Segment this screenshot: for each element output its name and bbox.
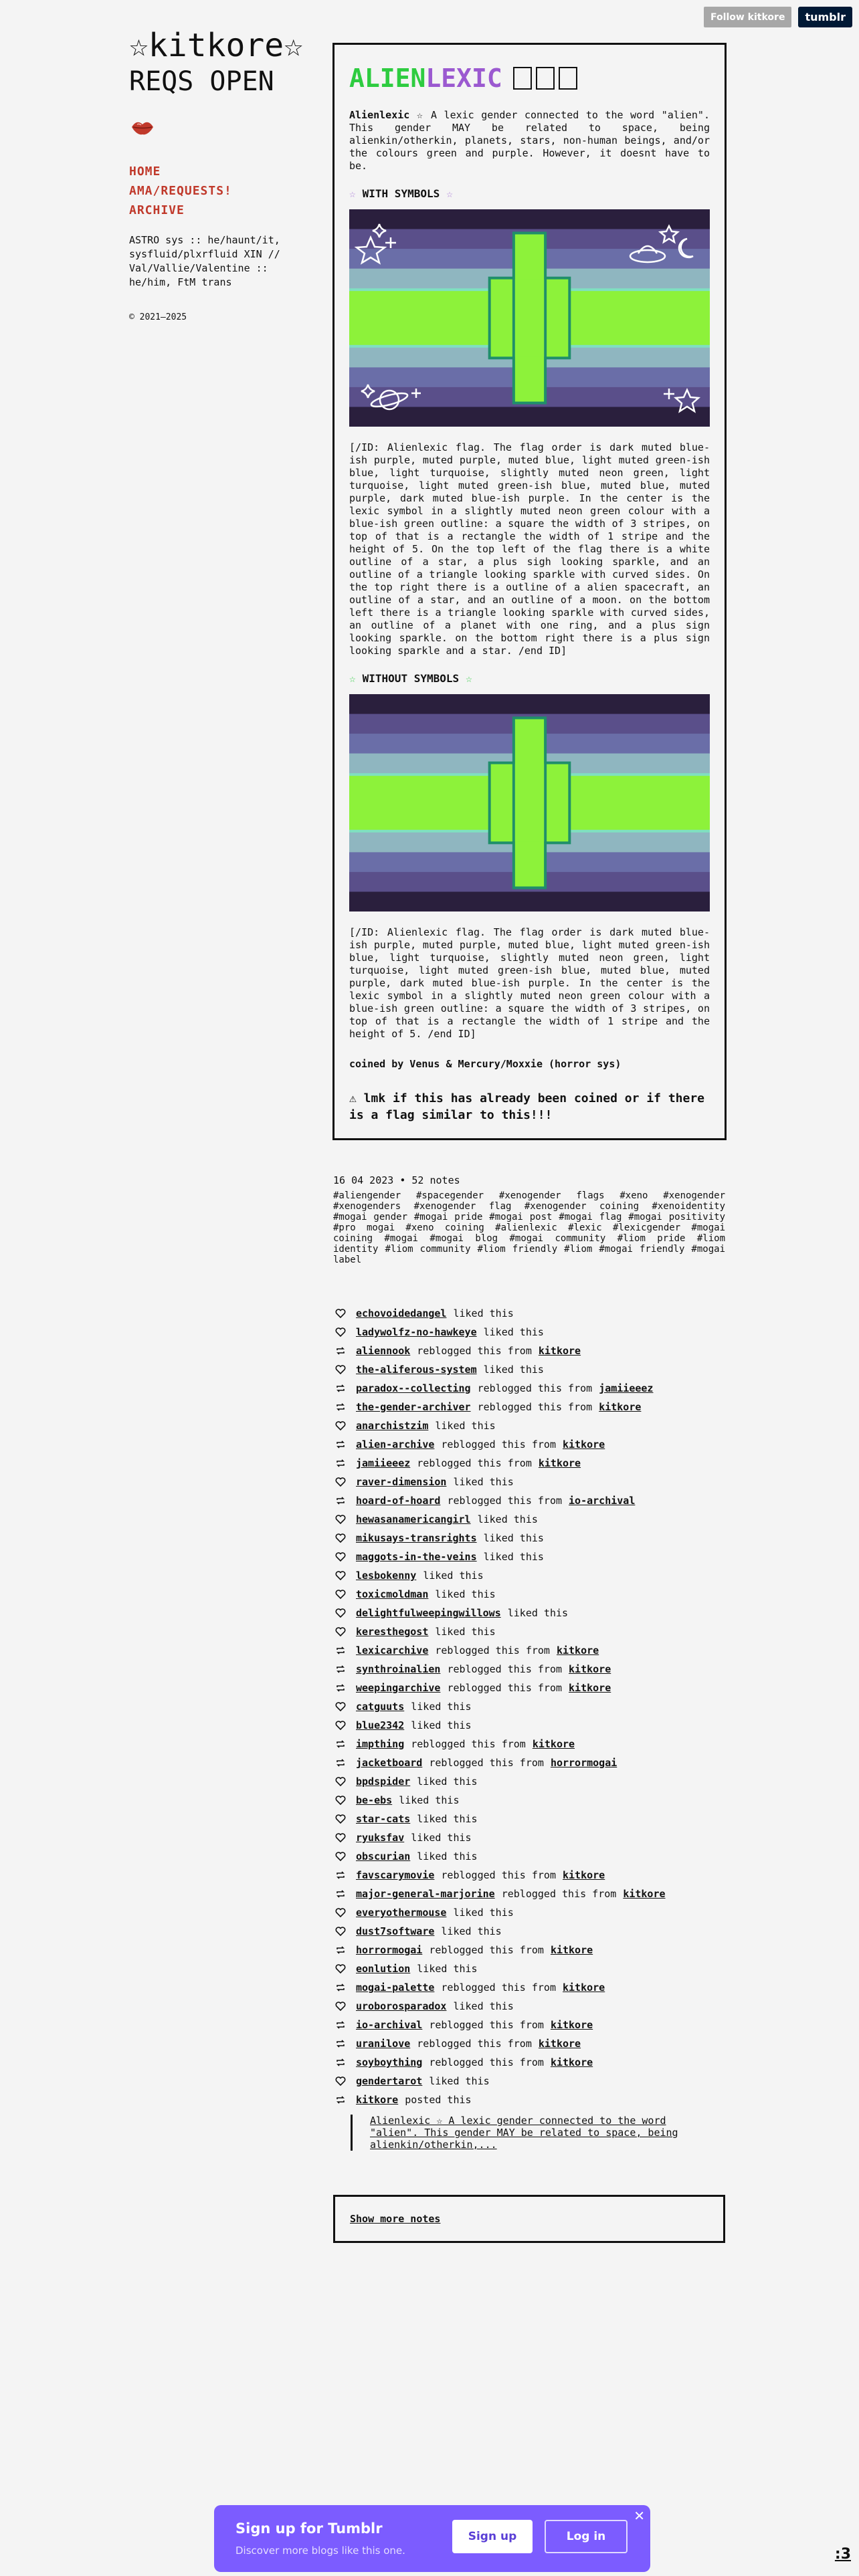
- note-source-username[interactable]: jamiieeez: [599, 1382, 654, 1394]
- post-title: [349, 62, 710, 94]
- note-item: [335, 1604, 729, 1622]
- note-source-username[interactable]: io-archival: [569, 1495, 636, 1507]
- heart-icon: [335, 1719, 347, 1731]
- note-username[interactable]: the-aliferous-system: [356, 1364, 477, 1376]
- note-item: [335, 1585, 729, 1604]
- note-username[interactable]: lesbokenny: [356, 1570, 417, 1582]
- note-action: liked this: [417, 1776, 478, 1788]
- note-item: [335, 1903, 729, 1922]
- note-username[interactable]: keresthegost: [356, 1626, 429, 1638]
- heart-icon: [335, 1364, 347, 1376]
- lexic-symbol-fill: [515, 764, 544, 842]
- note-username[interactable]: ryuksfav: [356, 1832, 405, 1844]
- heart-icon: [335, 1626, 347, 1638]
- note-item: [335, 1679, 729, 1697]
- post-title-green: ALIEN: [349, 64, 426, 93]
- note-username[interactable]: mogai-palette: [356, 1981, 435, 1994]
- note-username[interactable]: favscarymovie: [356, 1869, 435, 1881]
- heart-icon: [335, 1813, 347, 1825]
- heart-icon: [335, 1570, 347, 1582]
- note-item: [335, 1435, 729, 1454]
- heart-icon: [335, 1476, 347, 1488]
- note-item: [335, 1847, 729, 1866]
- signup-title: Sign up for Tumblr: [235, 2520, 383, 2537]
- note-username[interactable]: uranilove: [356, 2038, 411, 2050]
- signup-button[interactable]: Sign up: [452, 2520, 533, 2553]
- note-username[interactable]: everyothermouse: [356, 1907, 447, 1919]
- note-item: [335, 2090, 729, 2109]
- note-item: [335, 1622, 729, 1641]
- signup-subtitle: Discover more blogs like this one.: [235, 2545, 405, 2557]
- note-source-username[interactable]: kitkore: [556, 1644, 599, 1656]
- reblog-icon: [335, 1457, 347, 1469]
- follow-button[interactable]: Follow kitkore: [704, 7, 791, 27]
- note-username[interactable]: mikusays-transrights: [356, 1532, 477, 1544]
- login-button[interactable]: Log in: [545, 2520, 628, 2553]
- note-username[interactable]: weepingarchive: [356, 1682, 441, 1694]
- show-more-notes-button[interactable]: Show more notes: [333, 2195, 725, 2243]
- note-username[interactable]: the-gender-archiver: [356, 1401, 471, 1413]
- note-item: [335, 1510, 729, 1529]
- flag-stripe: [349, 694, 710, 714]
- heart-icon: [335, 1588, 347, 1600]
- note-item: [335, 1772, 729, 1791]
- heart-icon: [335, 1907, 347, 1919]
- close-icon[interactable]: ✕: [634, 2508, 645, 2524]
- lexic-symbol-fill: [515, 280, 544, 357]
- note-source-username[interactable]: kitkore: [538, 2038, 581, 2050]
- heart-icon: [335, 1551, 347, 1563]
- note-username[interactable]: be-ebs: [356, 1794, 393, 1806]
- heart-icon: [335, 1326, 347, 1338]
- note-item: [335, 1323, 729, 1341]
- note-action: reblogged this from: [441, 1981, 556, 1994]
- note-username[interactable]: aliennook: [356, 1345, 411, 1357]
- note-item: [335, 1716, 729, 1735]
- post-intro-bold: Alienlexic: [349, 109, 410, 121]
- heart-icon: [335, 1513, 347, 1525]
- heart-icon: [335, 1776, 347, 1788]
- heart-icon: [335, 1307, 347, 1319]
- note-action: liked this: [411, 1701, 472, 1713]
- note-action: liked this: [477, 1513, 538, 1525]
- note-username[interactable]: io-archival: [356, 2019, 423, 2031]
- flag-with-symbols[interactable]: [349, 209, 710, 427]
- note-action: liked this: [411, 1832, 472, 1844]
- reblog-icon: [335, 1981, 347, 1994]
- note-item: [335, 1810, 729, 1828]
- tumblr-logo-button[interactable]: tumblr: [798, 7, 852, 27]
- section-without-symbols-label: WITHOUT SYMBOLS: [362, 672, 460, 685]
- note-item: [335, 1997, 729, 2016]
- reblog-icon: [335, 1644, 347, 1656]
- note-item: [335, 1828, 729, 1847]
- coined-credit: coined by Venus & Mercury/Moxxie (horror sys): [349, 1058, 622, 1070]
- reblog-icon: [335, 1345, 347, 1357]
- note-item: [335, 2016, 729, 2034]
- note-action: liked this: [507, 1607, 569, 1619]
- image-description-2: [/ID: Alienlexic flag. The flag order is dark muted blue-ish purple, muted purple, muted blue, light muted green-ish blue, light turquoise, slightly muted neon green, light turquoise, light muted green-ish blue, muted blue, muted purple, dark muted blue-ish purple. In the center is the lexic symbol in a slightly muted neon green colour with a blue-ish green outline: a square the width of 3 stripes, on top of that is a rectangle the width of 1 stripe and the height of 5. /end ID]: [349, 926, 710, 1040]
- notes-list: [335, 1304, 729, 2151]
- note-username[interactable]: ladywolfz-no-hawkeye: [356, 1326, 477, 1338]
- note-item: [335, 2053, 729, 2072]
- heart-icon: [335, 1532, 347, 1544]
- flag-stripe: [349, 209, 710, 229]
- heart-icon: [335, 2075, 347, 2087]
- note-action: liked this: [453, 1307, 514, 1319]
- note-item: [335, 1304, 729, 1323]
- smiley-link[interactable]: :3: [834, 2546, 851, 2563]
- note-action: liked this: [435, 1588, 496, 1600]
- note-username[interactable]: uroborosparadox: [356, 2000, 447, 2012]
- note-username[interactable]: bpdspider: [356, 1776, 411, 1788]
- blog-title[interactable]: ☆kitkore☆: [129, 27, 304, 64]
- signup-banner: [214, 2505, 650, 2572]
- reblog-icon: [335, 2019, 347, 2031]
- note-username[interactable]: lexicarchive: [356, 1644, 429, 1656]
- reblog-icon: [335, 2038, 347, 2050]
- copyright: © 2021–2025: [129, 312, 187, 322]
- note-action: liked this: [429, 2075, 490, 2087]
- star-icon: ☆: [349, 672, 356, 685]
- star-icon: ☆: [349, 187, 356, 200]
- reblog-icon: [335, 1888, 347, 1900]
- section-with-symbols-label: WITH SYMBOLS: [362, 187, 440, 200]
- nav-archive[interactable]: ARCHIVE: [129, 203, 185, 217]
- note-action: reblogged this from: [447, 1495, 563, 1507]
- post-date-notes[interactable]: 16 04 2023 • 52 notes: [333, 1174, 460, 1186]
- note-action: reblogged this from: [411, 1738, 526, 1750]
- sidebar: [129, 27, 310, 322]
- note-item: [335, 1454, 729, 1473]
- note-username[interactable]: alien-archive: [356, 1438, 435, 1451]
- reblog-icon: [335, 2056, 347, 2068]
- reblog-icon: [335, 1682, 347, 1694]
- image-description-1: [/ID: Alienlexic flag. The flag order is dark muted blue-ish purple, muted purple, muted blue, light muted green-ish blue, light turquoise, slightly muted neon green, light turquoise, light muted green-ish blue, muted blue, muted purple, dark muted blue-ish purple. In the center is the lexic symbol in a slightly muted neon green colour with a blue-ish green outline: a square the width of 3 stripes, on top of that is a rectangle the width of 1 stripe and the height of 5. On the top left of the flag there is a white outline of a star, a plus sigh looking sparkle, and an outline of a triangle looking sparkle with curved sides. On the top right there is a outline of a alien spacecraft, an outline of a star, and an outline of a moon. on the bottom left there is a triangle looking sparkle with curved sides, an outline of a planet with one ring, and a plus sign looking sparkle. on the bottom right there is a plus sign looking sparkle and a star. /end ID]: [349, 441, 710, 657]
- note-source-username[interactable]: kitkore: [623, 1888, 666, 1900]
- post-title-purple: LEXIC: [425, 64, 502, 93]
- note-action: liked this: [483, 1551, 544, 1563]
- note-username[interactable]: obscurian: [356, 1850, 411, 1862]
- note-action: reblogged this from: [447, 1682, 563, 1694]
- reblog-icon: [335, 1401, 347, 1413]
- note-item: [335, 1922, 729, 1941]
- note-username[interactable]: soyboything: [356, 2056, 423, 2068]
- note-quote[interactable]: Alienlexic ☆ A lexic gender connected to the word "alien". This gender MAY be related to space, being alienkin/otherkin,...: [351, 2115, 712, 2151]
- note-item: [335, 1416, 729, 1435]
- note-source-username[interactable]: kitkore: [563, 1981, 605, 1994]
- star-icon: ☆: [466, 672, 472, 685]
- note-username[interactable]: jamiieeez: [356, 1457, 411, 1469]
- note-item: [335, 1866, 729, 1885]
- note-action: liked this: [417, 1813, 478, 1825]
- note-action: liked this: [453, 1907, 514, 1919]
- note-item: [335, 1360, 729, 1379]
- note-item: [335, 2072, 729, 2090]
- note-action: liked this: [399, 1794, 460, 1806]
- note-action: liked this: [483, 1532, 544, 1544]
- reblog-icon: [335, 1382, 347, 1394]
- note-username[interactable]: eonlution: [356, 1963, 411, 1975]
- note-username[interactable]: jacketboard: [356, 1757, 423, 1769]
- note-item: [335, 1660, 729, 1679]
- reblog-icon: [335, 1757, 347, 1769]
- note-username[interactable]: impthing: [356, 1738, 405, 1750]
- heart-icon: [335, 1794, 347, 1806]
- note-action: liked this: [483, 1326, 544, 1338]
- post-tags[interactable]: #aliengender #spacegender #xenogender flags #xeno #xenogender #xenogenders #xenogender flag #xenogender coining #xenoidentity #mogai gender #mogai pride #mogai post #mogai flag #mogai positivity #pro mogai #xeno coining #alienlexic #lexic #lexicgender #mogai coining #mogai #mogai blog #mogai community #liom pride #liom identity #liom community #liom friendly #liom #mogai friendly #mogai label: [333, 1190, 725, 1265]
- note-item: [335, 1978, 729, 1997]
- note-action: reblogged this from: [477, 1382, 593, 1394]
- flag-without-symbols[interactable]: [349, 694, 710, 911]
- warning-note: ⚠ lmk if this has already been coined or if there is a flag similar to this!!!: [349, 1091, 705, 1122]
- section-without-symbols: [349, 672, 710, 685]
- note-source-username[interactable]: kitkore: [599, 1401, 642, 1413]
- note-action: liked this: [435, 1420, 496, 1432]
- note-source-username[interactable]: kitkore: [563, 1869, 605, 1881]
- note-source-username[interactable]: kitkore: [538, 1457, 581, 1469]
- note-username[interactable]: dust7software: [356, 1925, 435, 1937]
- note-action: liked this: [441, 1925, 502, 1937]
- heart-icon: [335, 1832, 347, 1844]
- note-username[interactable]: synthroinalien: [356, 1663, 441, 1675]
- note-action: liked this: [417, 1963, 478, 1975]
- note-action: reblogged this from: [501, 1888, 617, 1900]
- note-item: [335, 1735, 729, 1753]
- note-item: [335, 1791, 729, 1810]
- note-username[interactable]: catguuts: [356, 1701, 405, 1713]
- heart-icon: [335, 1850, 347, 1862]
- note-action: reblogged this from: [435, 1644, 550, 1656]
- reblog-icon: [335, 1869, 347, 1881]
- note-item: [335, 1959, 729, 1978]
- note-item: [335, 1753, 729, 1772]
- note-item: [335, 1885, 729, 1903]
- note-action: reblogged this from: [429, 1757, 544, 1769]
- reblog-icon: [335, 2094, 347, 2106]
- note-action: reblogged this from: [417, 1345, 532, 1357]
- note-action: reblogged this from: [429, 2019, 544, 2031]
- reblog-icon: [335, 1738, 347, 1750]
- note-item: [335, 1529, 729, 1547]
- note-username[interactable]: hewasanamericangirl: [356, 1513, 471, 1525]
- note-source-username[interactable]: kitkore: [569, 1663, 611, 1675]
- note-item: [335, 2034, 729, 2053]
- heart-icon: [335, 1607, 347, 1619]
- note-item: [335, 1641, 729, 1660]
- post-intro: [349, 109, 710, 173]
- note-item: [335, 1398, 729, 1416]
- note-action: reblogged this from: [441, 1869, 556, 1881]
- note-action: liked this: [453, 2000, 514, 2012]
- heart-icon: [335, 1701, 347, 1713]
- note-username[interactable]: major-general-marjorine: [356, 1888, 495, 1900]
- note-action: reblogged this from: [417, 1457, 532, 1469]
- reblog-icon: [335, 1495, 347, 1507]
- note-source-username[interactable]: kitkore: [563, 1438, 605, 1451]
- note-action: reblogged this from: [429, 1944, 544, 1956]
- note-username[interactable]: gendertarot: [356, 2075, 423, 2087]
- reblog-icon: [335, 1663, 347, 1675]
- note-item: [335, 1341, 729, 1360]
- post-intro-text: ☆ A lexic gender connected to the word "alien". This gender MAY be related to space, being alienkin/otherkin, planets, stars, non-human beings, and/or the colours green and purple. However, it doesnt have to be.: [349, 109, 710, 172]
- note-action: reblogged this from: [417, 2038, 532, 2050]
- blog-description: ASTRO sys :: he/haunt/it, sysfluid/plxrfluid XIN // Val/Vallie/Valentine :: he/him, FtM trans: [129, 234, 280, 288]
- note-username[interactable]: maggots-in-the-veins: [356, 1551, 477, 1563]
- heart-icon: [335, 1963, 347, 1975]
- blog-subtitle: REQS OPEN: [129, 66, 274, 97]
- note-source-username[interactable]: kitkore: [532, 1738, 575, 1750]
- section-with-symbols: [349, 187, 710, 200]
- note-username[interactable]: raver-dimension: [356, 1476, 447, 1488]
- note-action: reblogged this from: [477, 1401, 593, 1413]
- note-source-username[interactable]: kitkore: [538, 1345, 581, 1357]
- reblog-icon: [335, 1944, 347, 1956]
- note-username[interactable]: horrormogai: [356, 1944, 423, 1956]
- note-source-username[interactable]: kitkore: [550, 2019, 593, 2031]
- note-action: liked this: [483, 1364, 544, 1376]
- note-action: liked this: [435, 1626, 496, 1638]
- heart-icon: [335, 2000, 347, 2012]
- lips-icon: [129, 114, 156, 140]
- note-username[interactable]: delightfulweepingwillows: [356, 1607, 501, 1619]
- nav-ama-requests[interactable]: AMA/REQUESTS!: [129, 184, 232, 198]
- sidebar-nav: [129, 162, 310, 220]
- note-item: [335, 1473, 729, 1491]
- note-action: reblogged this from: [447, 1663, 563, 1675]
- heart-icon: [335, 1420, 347, 1432]
- top-buttons: [704, 7, 852, 27]
- post: [332, 43, 727, 1140]
- note-source-username[interactable]: kitkore: [569, 1682, 611, 1694]
- note-source-username[interactable]: kitkore: [550, 2056, 593, 2068]
- star-icon: ☆: [446, 187, 453, 200]
- note-action: liked this: [417, 1850, 478, 1862]
- note-action: liked this: [423, 1570, 484, 1582]
- note-item: [335, 1941, 729, 1959]
- note-item: [335, 1547, 729, 1566]
- note-username[interactable]: hoard-of-hoard: [356, 1495, 441, 1507]
- flag-stripe: [349, 407, 710, 427]
- flag-stripe: [349, 891, 710, 911]
- note-item: [335, 1379, 729, 1398]
- note-source-username[interactable]: kitkore: [550, 1944, 593, 1956]
- note-action: reblogged this from: [441, 1438, 556, 1451]
- nav-home[interactable]: HOME: [129, 165, 161, 179]
- note-item: [335, 1491, 729, 1510]
- post-meta: [333, 1174, 725, 1265]
- note-username[interactable]: blue2342: [356, 1719, 405, 1731]
- note-item: [335, 1697, 729, 1716]
- missing-glyph-boxes: [513, 67, 577, 90]
- note-item: [335, 1566, 729, 1585]
- note-username[interactable]: toxicmoldman: [356, 1588, 429, 1600]
- reblog-icon: [335, 1438, 347, 1451]
- note-action: reblogged this from: [429, 2056, 544, 2068]
- note-username[interactable]: star-cats: [356, 1813, 411, 1825]
- note-username[interactable]: kitkore: [356, 2094, 399, 2106]
- note-username[interactable]: echovoidedangel: [356, 1307, 447, 1319]
- note-username[interactable]: paradox--collecting: [356, 1382, 471, 1394]
- note-action: posted this: [405, 2094, 472, 2106]
- note-action: liked this: [411, 1719, 472, 1731]
- note-username[interactable]: anarchistzim: [356, 1420, 429, 1432]
- note-action: liked this: [453, 1476, 514, 1488]
- heart-icon: [335, 1925, 347, 1937]
- note-source-username[interactable]: horrormogai: [550, 1757, 617, 1769]
